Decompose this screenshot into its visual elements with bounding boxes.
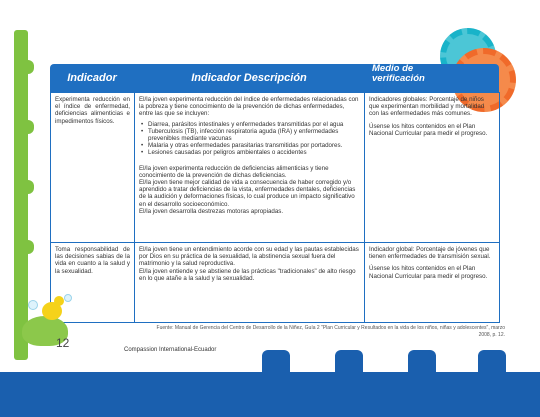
list-item: • Tuberculosis (TB), infección respiratoria aguda (IRA) y enfermedades prevenibles mediante vacunas bbox=[141, 128, 360, 142]
verif-paragraph: Indicadores globales: Porcentaje de niños que experimentan morbilidad y mortalidad con las enfermedades más comunes. bbox=[369, 96, 485, 118]
desc-paragraph: El/la joven experimenta reducción de deficiencias alimenticias y tiene conocimiento de la prevención de dichas deficiencias. bbox=[139, 164, 329, 179]
bottom-band bbox=[0, 372, 540, 417]
desc-paragraph: El/la joven entiende y se abstiene de las prácticas "tradicionales" de alto riesgo en lo que atañe a la salud y la sexualidad. bbox=[139, 267, 356, 282]
verif-paragraph: Indicador global: Porcentaje de jóvenes que tienen enfermedades de transmisión sexual. bbox=[369, 246, 491, 261]
header-verificacion-line1: Medio de bbox=[372, 63, 414, 74]
puzzle-tab bbox=[26, 120, 34, 134]
list-item: • Diarrea, parásitos intestinales y enfermedades transmitidas por el agua bbox=[141, 121, 360, 128]
puzzle-tab bbox=[26, 240, 34, 254]
verif-paragraph: Úsense los hitos contenidos en el Plan Nacional Curricular para medir el progreso. bbox=[369, 122, 488, 137]
puzzle-tab bbox=[26, 60, 34, 74]
puzzle-tab bbox=[478, 350, 506, 374]
desc-paragraph: El/la joven tiene mejor calidad de vida a consecuencia de haber corregido y/o aprendido a tratar deficiencias de la vista, enfermedades dentales, deficiencias de la audición y deformaciones físicas, lo cual produce un impacto significativo en el desarrollo socioeconómico. bbox=[139, 179, 356, 208]
header-verificacion bbox=[364, 64, 499, 92]
source-citation: Fuente: Manual de Gerencia del Centro de Desarrollo de la Niñez, Guía 2 "Plan Curricular y Resultados en la vida de los niños, niñas y adolescentes", marzo 2008, p. 12. bbox=[156, 325, 505, 338]
table-header bbox=[50, 64, 499, 92]
puzzle-tab bbox=[26, 180, 34, 194]
header-verificacion-line2: verificación bbox=[372, 73, 425, 84]
desc-paragraph: El/la joven tiene un entendimiento acorde con su edad y las pautas establecidas por Dios en su práctica de la sexualidad, la abstinencia sexual fuera del matrimonio y la salud reproductiva. bbox=[139, 246, 359, 268]
verificacion-cell bbox=[365, 93, 500, 243]
indicador-cell: Experimenta reducción en el índice de enfermedad, deficiencias alimenticias e impedimentos físicos. bbox=[51, 93, 135, 243]
bubble-icon bbox=[64, 294, 72, 302]
descripcion-cell bbox=[135, 243, 365, 323]
table-row bbox=[51, 243, 500, 323]
duck-head-icon bbox=[54, 296, 64, 306]
bubble-icon bbox=[28, 300, 38, 310]
header-indicador: Indicador bbox=[67, 72, 117, 84]
descripcion-cell bbox=[135, 93, 365, 243]
list-item: • Lesiones causadas por peligros ambientales o accidentes bbox=[141, 149, 360, 156]
page-number: 12 bbox=[56, 336, 70, 350]
disease-list bbox=[141, 121, 360, 157]
list-item: • Malaria y otras enfermedades parasitarias transmitidas por portadores. bbox=[141, 142, 360, 149]
verificacion-cell bbox=[365, 243, 500, 323]
indicator-table bbox=[50, 92, 500, 323]
puzzle-tab bbox=[335, 350, 363, 374]
puzzle-tab bbox=[408, 350, 436, 374]
puzzle-tab bbox=[262, 350, 290, 374]
left-puzzle-strip bbox=[14, 30, 28, 360]
organization-name: Compassion International-Ecuador bbox=[124, 347, 217, 353]
indicador-cell: Toma responsabilidad de las decisiones sabias de la vida en cuanto a la salud y la sexualidad. bbox=[51, 243, 135, 323]
desc-intro: El/la joven experimenta reducción del índice de enfermedades relacionadas con la pobreza y tiene conocimiento de la prevención de dichas enfermedades, entre las que se incluyen: bbox=[139, 96, 359, 118]
verif-paragraph: Úsense los hitos contenidos en el Plan Nacional Curricular para medir el progreso. bbox=[369, 265, 488, 280]
header-descripcion: Indicador Descripción bbox=[191, 72, 307, 84]
table-row bbox=[51, 93, 500, 243]
desc-paragraph: El/la joven desarrolla destrezas motoras apropiadas. bbox=[139, 207, 284, 215]
